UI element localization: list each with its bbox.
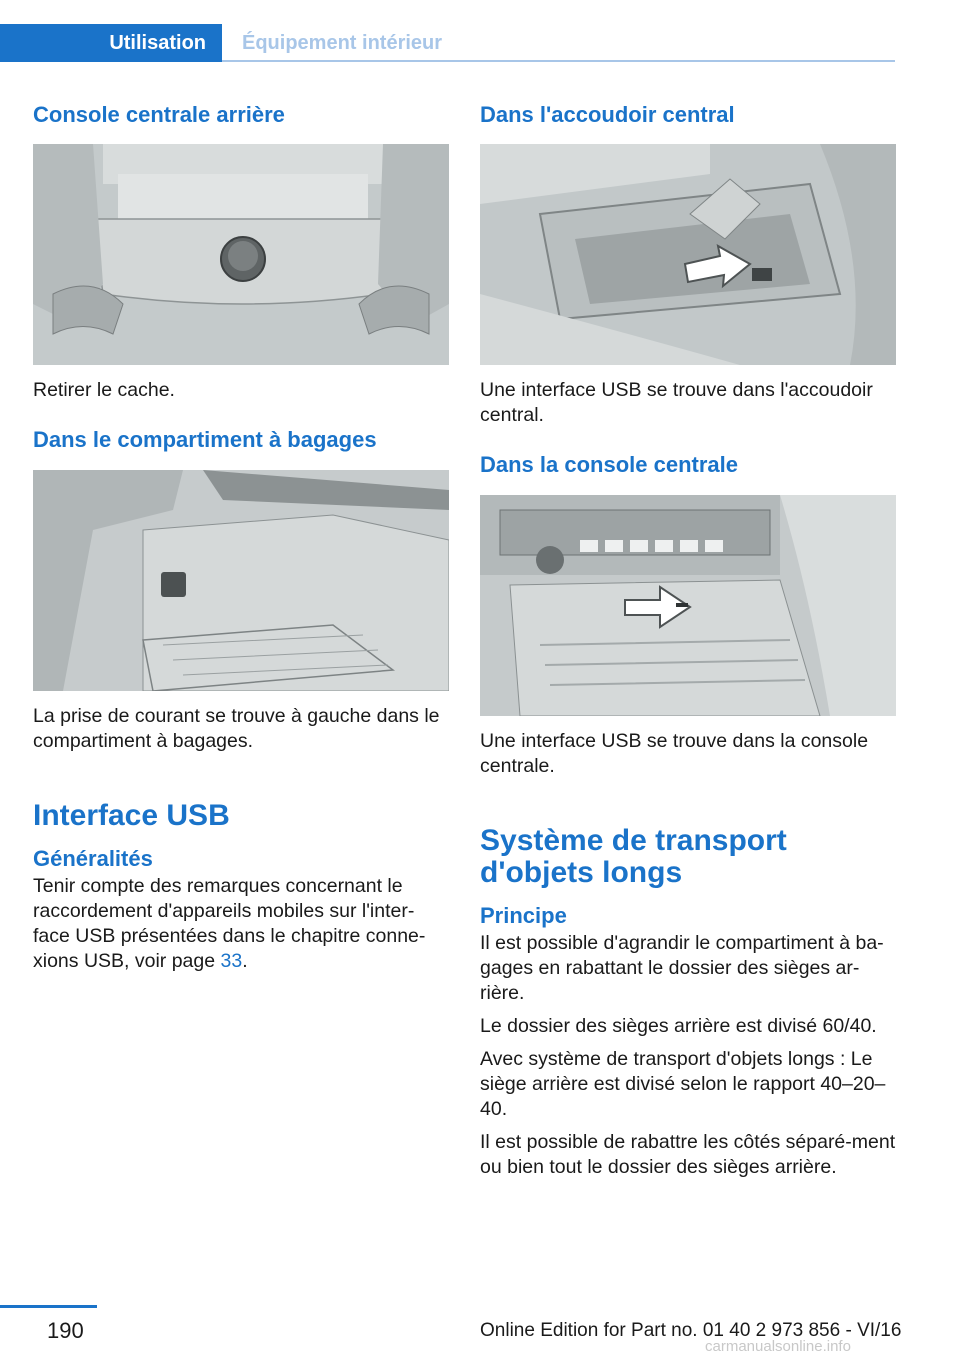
center-console-caption: Une interface USB se trouve dans la console centrale. bbox=[480, 730, 869, 777]
luggage-caption: La prise de courant se trouve à gauche dans le compartiment à bagages. bbox=[33, 705, 440, 752]
principle-p2: Le dossier des sièges arrière est divisé 60/40. bbox=[480, 1015, 877, 1037]
tab-section-label: Utilisation bbox=[109, 31, 206, 54]
armrest-image bbox=[480, 144, 896, 365]
tab-section[interactable] bbox=[0, 24, 222, 62]
principle-p1: Il est possible d'agrandir le compartiment à ba-gages en rabattant le dossier des sièges ar-rière. bbox=[480, 932, 884, 1004]
usb-heading: Interface USB bbox=[33, 799, 230, 832]
rear-console-title: Console centrale arrière bbox=[33, 102, 285, 127]
watermark: carmanualsonline.info bbox=[705, 1338, 851, 1355]
right-column bbox=[480, 100, 896, 1180]
general-text-body: Tenir compte des remarques concernant le raccordement d'appareils mobiles sur l'inter-face USB présentées dans le chapitre conne-xions USB, voir page bbox=[33, 875, 426, 972]
center-console-title: Dans la console centrale bbox=[480, 452, 738, 477]
tab-chapter-label: Équipement intérieur bbox=[242, 31, 443, 54]
tab-chapter[interactable] bbox=[222, 24, 442, 62]
rear-console-caption: Retirer le cache. bbox=[33, 379, 175, 401]
center-console-image bbox=[480, 495, 896, 716]
principle-p3: Avec système de transport d'objets longs : Le siège arrière est divisé selon le rapport 40–20–40. bbox=[480, 1048, 886, 1120]
principle-title: Principe bbox=[480, 903, 567, 928]
header-tabs bbox=[0, 24, 895, 62]
rear-console-image bbox=[33, 144, 449, 365]
long-items-heading: Système de transport d'objets longs bbox=[480, 824, 787, 889]
edition-note: Online Edition for Part no. 01 40 2 973 856 - VI/16 bbox=[480, 1320, 902, 1341]
footer-rule bbox=[0, 1305, 97, 1308]
luggage-image bbox=[33, 470, 449, 691]
page-ref-link[interactable]: 33 bbox=[220, 950, 243, 972]
luggage-title: Dans le compartiment à bagages bbox=[33, 427, 377, 452]
general-title: Généralités bbox=[33, 846, 153, 871]
page-number: 190 bbox=[47, 1318, 84, 1343]
general-text-end: . bbox=[242, 950, 248, 972]
armrest-title: Dans l'accoudoir central bbox=[480, 102, 735, 127]
general-text bbox=[33, 874, 449, 974]
principle-p4: Il est possible de rabattre les côtés séparé-ment ou bien tout le dossier des sièges arrière. bbox=[480, 1131, 896, 1178]
header-rule bbox=[222, 60, 895, 62]
armrest-caption: Une interface USB se trouve dans l'accoudoir central. bbox=[480, 379, 873, 426]
left-column bbox=[33, 100, 449, 974]
